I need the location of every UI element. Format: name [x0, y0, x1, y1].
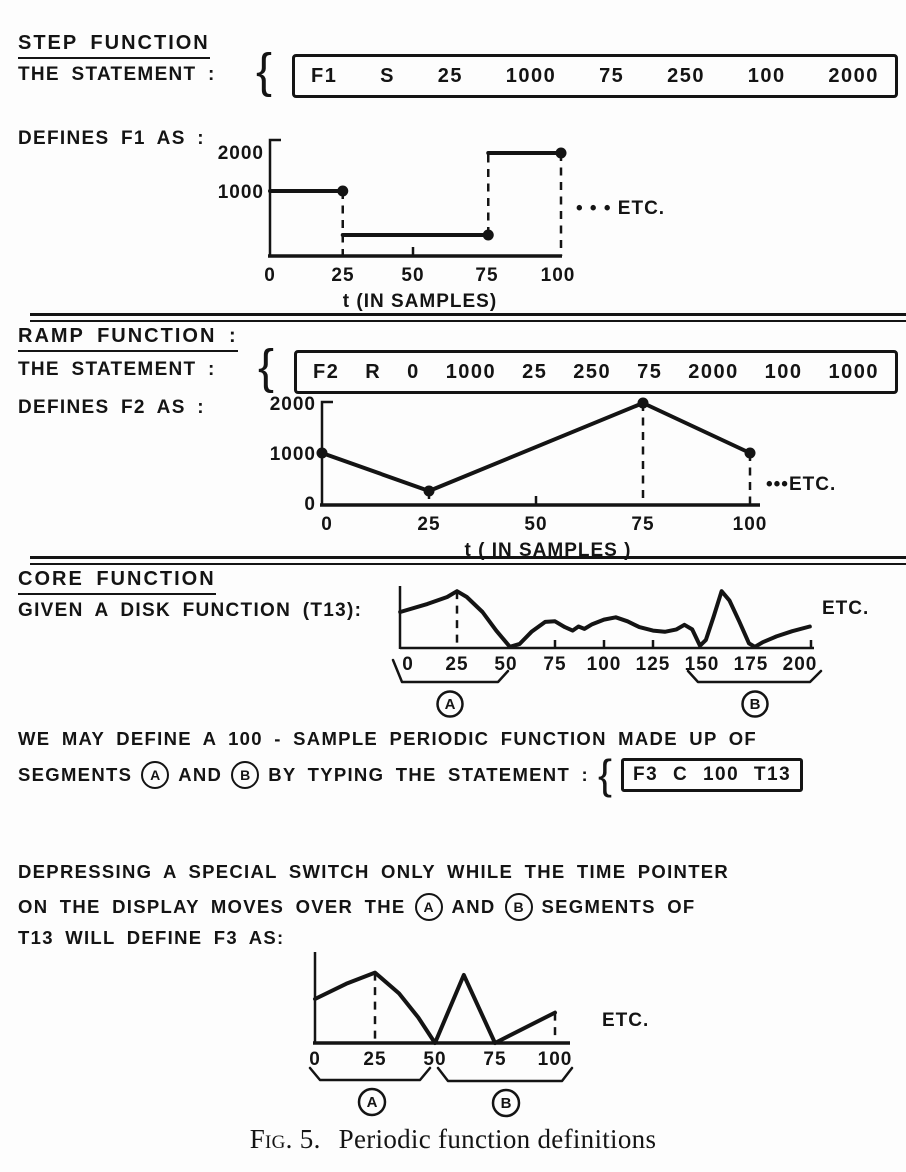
x-tick-25: 25	[417, 514, 441, 535]
etc-label: • • • ETC.	[576, 198, 666, 219]
statement3-line2-text2: BY TYPING THE STATEMENT :	[268, 764, 589, 785]
statement-token: 100	[747, 64, 786, 87]
ramp-function-plot	[270, 393, 900, 568]
data-point	[424, 486, 435, 497]
data-point	[337, 186, 348, 197]
x-tick-0: 0	[321, 514, 333, 535]
x-tick-75: 75	[483, 1049, 507, 1070]
ramp-defines-label: DEFINES F2 AS :	[18, 397, 205, 418]
ramp-statement-box	[294, 350, 898, 394]
etc-label: ETC.	[822, 598, 870, 619]
disk-function-plot	[390, 578, 906, 730]
etc-label: ETC.	[602, 1010, 650, 1031]
function-curve	[400, 591, 810, 647]
data-point	[745, 448, 756, 459]
segment-b-badge: B	[231, 761, 259, 789]
statement-token: 25	[522, 360, 548, 383]
data-point	[556, 148, 567, 159]
step-section-heading: STEP FUNCTION	[18, 32, 210, 59]
statement-token: 1000	[445, 360, 497, 383]
segment-b-badge: B	[505, 893, 533, 921]
x-tick-125: 125	[635, 654, 671, 675]
core-given-label: GIVEN A DISK FUNCTION (T13):	[18, 600, 363, 621]
switch-para-line3: T13 WILL DEFINE F3 AS:	[18, 927, 285, 948]
y-tick-1000: 1000	[270, 444, 316, 465]
switch-para-line2-and: AND	[451, 896, 496, 917]
figure-caption	[0, 1124, 906, 1155]
step-statement-box	[292, 54, 898, 98]
figure-caption-label: Fig. 5.	[249, 1124, 321, 1154]
statement-token: 75	[599, 64, 625, 87]
x-tick-50: 50	[423, 1049, 447, 1070]
statement-token: 100	[764, 360, 803, 383]
x-tick-0: 0	[309, 1049, 321, 1070]
x-tick-50: 50	[524, 514, 548, 535]
statement-token: 25	[437, 64, 463, 87]
y-tick-0: 0	[304, 494, 316, 515]
x-axis-label: t (IN SAMPLES)	[342, 291, 498, 312]
f3-curve-layer	[315, 973, 555, 1043]
function-curve	[315, 973, 555, 1043]
segment-b-letter: B	[500, 1095, 512, 1112]
etc-label: •••ETC.	[766, 474, 837, 495]
x-tick-0: 0	[264, 265, 276, 286]
step-curve-layer	[270, 148, 567, 257]
x-tick-50: 50	[494, 654, 518, 675]
ramp-statement-brace: {	[258, 341, 275, 394]
statement-token: 1000	[828, 360, 879, 383]
statement-token: 0	[407, 360, 420, 383]
x-tick-75: 75	[631, 514, 655, 535]
statement-token: 75	[637, 360, 663, 383]
x-tick-75: 75	[543, 654, 567, 675]
x-tick-150: 150	[684, 654, 720, 675]
statement-token: 2000	[688, 360, 739, 383]
data-point	[483, 230, 494, 241]
segment-a-badge: A	[415, 893, 443, 921]
x-tick-0: 0	[402, 654, 414, 675]
ramp-statement-label: THE STATEMENT :	[18, 359, 216, 380]
y-tick-2000: 2000	[270, 394, 316, 415]
switch-para-line2	[18, 892, 695, 922]
statement-token: 1000	[505, 64, 557, 87]
switch-para-line2-text2: SEGMENTS OF	[541, 896, 696, 917]
segment-a-letter: A	[366, 1094, 378, 1111]
x-tick-200: 200	[782, 654, 818, 675]
x-tick-100: 100	[537, 1049, 573, 1070]
ramp-section-heading: RAMP FUNCTION :	[18, 325, 238, 352]
statement-token: F1	[311, 64, 338, 87]
section-separator	[30, 556, 906, 565]
ramp-curve-layer	[317, 398, 756, 506]
statement-token: S	[380, 64, 395, 87]
disk-curve-layer	[400, 591, 810, 648]
statement3-line1: WE MAY DEFINE A 100 - SAMPLE PERIODIC FUNCTION MADE UP OF	[18, 728, 757, 749]
function-curve	[322, 403, 750, 491]
data-point	[317, 448, 328, 459]
f3-statement-box: F3 C 100 T13	[621, 758, 803, 792]
x-tick-100: 100	[540, 265, 576, 286]
switch-para-line1: DEPRESSING A SPECIAL SWITCH ONLY WHILE THE TIME POINTER	[18, 861, 730, 882]
y-axis	[270, 140, 281, 257]
step-defines-label: DEFINES F1 AS :	[18, 128, 205, 149]
core-section-heading: CORE FUNCTION	[18, 568, 216, 595]
x-tick-25: 25	[331, 265, 355, 286]
statement-token: 250	[667, 64, 705, 87]
x-tick-100: 100	[732, 514, 768, 535]
figure-caption-title: Periodic function definitions	[338, 1124, 657, 1154]
segment-a-badge: A	[141, 761, 169, 789]
x-axis-label: t ( IN SAMPLES )	[464, 540, 632, 561]
step-statement-label: THE STATEMENT :	[18, 64, 216, 85]
x-tick-25: 25	[363, 1049, 387, 1070]
section-separator	[30, 313, 906, 322]
step-statement-brace: {	[256, 45, 273, 98]
statement-token: 250	[573, 360, 612, 383]
x-tick-50: 50	[401, 265, 425, 286]
segment-b-letter: B	[749, 696, 761, 713]
statement-token: 2000	[828, 64, 879, 87]
step-function-plot	[180, 118, 720, 318]
statement3-line2-text1: SEGMENTS	[18, 764, 133, 785]
statement3-line2	[18, 751, 803, 798]
y-tick-2000: 2000	[217, 143, 264, 164]
x-tick-175: 175	[733, 654, 769, 675]
statement3-brace: {	[597, 751, 612, 798]
statement-token: R	[365, 360, 382, 383]
y-tick-1000: 1000	[217, 182, 264, 203]
switch-para-line2-text1: ON THE DISPLAY MOVES OVER THE	[18, 896, 406, 917]
statement-token: F2	[313, 360, 340, 383]
segment-a-letter: A	[444, 696, 456, 713]
x-tick-100: 100	[586, 654, 622, 675]
data-point	[638, 398, 649, 409]
f3-function-plot	[280, 946, 710, 1121]
statement3-line2-and: AND	[178, 764, 223, 785]
x-tick-25: 25	[445, 654, 469, 675]
x-tick-75: 75	[475, 265, 499, 286]
